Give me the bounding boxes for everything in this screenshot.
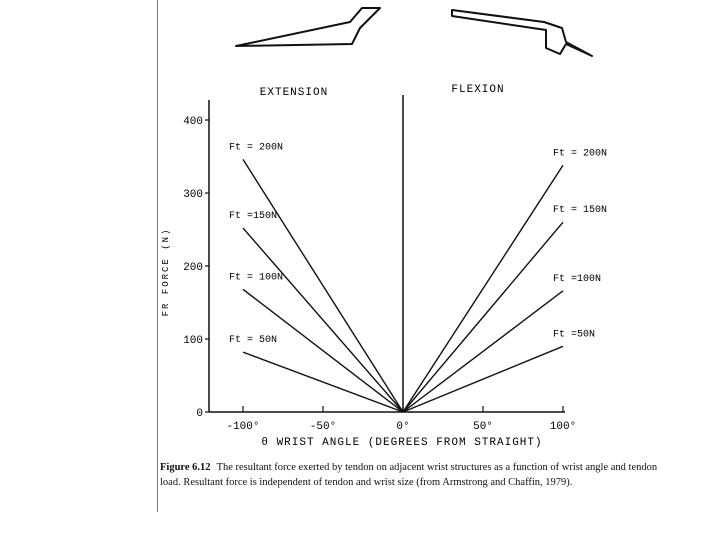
series-label: Ft = 50N	[229, 335, 278, 347]
series-label: Ft =100N	[553, 273, 602, 285]
series-line	[403, 346, 563, 412]
x-tick-label: 100°	[549, 421, 577, 433]
series-line	[243, 159, 403, 412]
series-label: Ft =150N	[229, 211, 278, 223]
region-label-extension: EXTENSION	[259, 87, 329, 99]
wrist-extension-illustration	[236, 8, 380, 46]
x-axis-title: θ WRIST ANGLE (DEGREES FROM STRAIGHT)	[261, 437, 543, 449]
series-line	[403, 291, 563, 412]
series-line	[403, 165, 563, 412]
series-line	[243, 289, 403, 412]
x-tick-label: 50°	[473, 421, 493, 433]
y-tick-label: 100	[183, 335, 203, 347]
x-tick-label: -50°	[309, 421, 337, 433]
y-tick-label: 0	[196, 408, 203, 420]
caption-text: The resultant force exerted by tendon on adjacent wrist structures as a function of wrist angle and tendon load. Resultant force is independent of tendon and wrist size (from Armstrong and Chaffin, 1979).	[160, 462, 658, 488]
y-ticks	[183, 116, 209, 420]
figure-label: Figure 6.12	[160, 462, 211, 473]
series-label: Ft = 200N	[229, 142, 284, 154]
series-line	[403, 222, 563, 412]
series-label: Ft = 150N	[553, 205, 608, 217]
x-tick-label: -100°	[226, 421, 260, 433]
series-label: Ft =50N	[553, 329, 596, 341]
wrist-flexion-illustration	[452, 10, 592, 56]
y-tick-label: 300	[183, 189, 203, 201]
x-tick-label: 0°	[396, 421, 410, 433]
series-line	[243, 228, 403, 412]
y-tick-label: 400	[183, 116, 203, 128]
y-axis-title: FR FORCE (N)	[161, 227, 171, 317]
series-label: Ft = 200N	[553, 148, 608, 160]
figure-caption	[160, 460, 680, 490]
region-label-flexion: FLEXION	[451, 84, 505, 96]
series-labels	[229, 142, 607, 346]
y-tick-label: 200	[183, 262, 203, 274]
series-label: Ft = 100N	[229, 272, 284, 284]
series-line	[243, 352, 403, 412]
